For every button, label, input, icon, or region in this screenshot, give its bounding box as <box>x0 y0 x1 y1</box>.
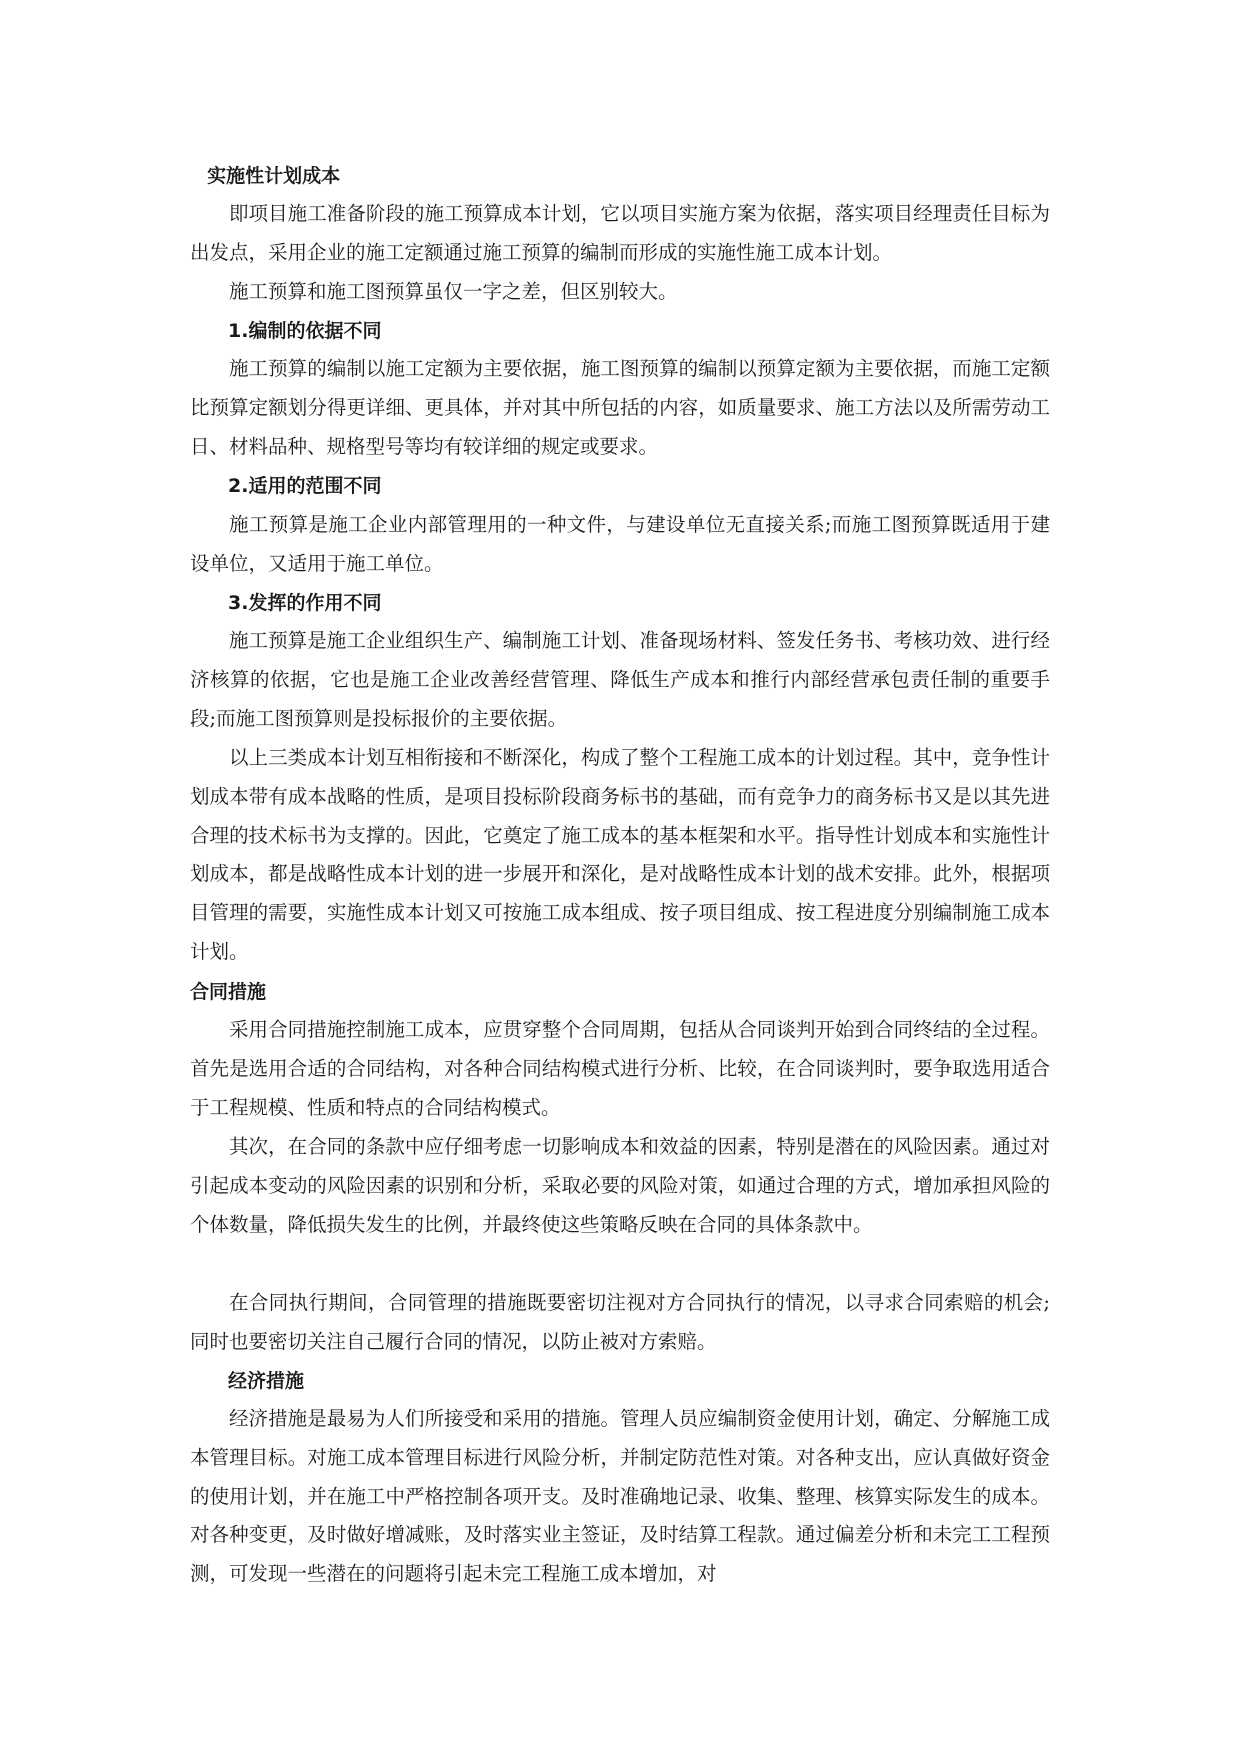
paragraph-shishi-2: 施工预算和施工图预算虽仅一字之差，但区别较大。 <box>229 280 678 303</box>
heading-point-2: 2.适用的范围不同 <box>228 475 382 497</box>
heading-point-1: 1.编制的依据不同 <box>228 320 382 342</box>
paragraph-jingji: 经济措施是最易为人们所接受和采用的措施。管理人员应编制资金使用计划，确定、分解施工成本管理目标。对施工成本管理目标进行风险分析，并制定防范性对策。对各种支出，应认真做好资金的使用计划，并在施工中严格控制各项开支。及时准确地记录、收集、整理、核算实际发生的成本。对各种变更，及时做好增减账，及时落实业主签证，及时结算工程款。通过偏差分析和未完工工程预测，可发现一些潜在的问题将引起未完工程施工成本增加，对 <box>190 1407 1050 1586</box>
heading-point-3: 3.发挥的作用不同 <box>228 592 382 614</box>
paragraph-hetong-1: 采用合同措施控制施工成本，应贯穿整个合同周期，包括从合同谈判开始到合同终结的全过程。首先是选用合适的合同结构，对各种合同结构模式进行分析、比较，在合同谈判时，要争取选用适合于工程规模、性质和特点的合同结构模式。 <box>190 1018 1050 1119</box>
paragraph-point-3: 施工预算是施工企业组织生产、编制施工计划、准备现场材料、签发任务书、考核功效、进行经济核算的依据，它也是施工企业改善经营管理、降低生产成本和推行内部经营承包责任制的重要手段;而施工图预算则是投标报价的主要依据。 <box>190 629 1050 730</box>
paragraph-hetong-2: 其次，在合同的条款中应仔细考虑一切影响成本和效益的因素，特别是潜在的风险因素。通过对引起成本变动的风险因素的识别和分析，采取必要的风险对策，如通过合理的方式，增加承担风险的个体数量，降低损失发生的比例，并最终使这些策略反映在合同的具体条款中。 <box>190 1135 1050 1236</box>
heading-hetong: 合同措施 <box>190 981 267 1003</box>
paragraph-shishi-1: 即项目施工准备阶段的施工预算成本计划，它以项目实施方案为依据，落实项目经理责任目标为出发点，采用企业的施工定额通过施工预算的编制而形成的实施性施工成本计划。 <box>190 202 1050 264</box>
paragraph-point-2: 施工预算是施工企业内部管理用的一种文件，与建设单位无直接关系;而施工图预算既适用于建设单位，又适用于施工单位。 <box>190 513 1050 575</box>
paragraph-summary: 以上三类成本计划互相衔接和不断深化，构成了整个工程施工成本的计划过程。其中，竞争性计划成本带有成本战略的性质，是项目投标阶段商务标书的基础，而有竞争力的商务标书又是以其先进合理的技术标书为支撑的。因此，它奠定了施工成本的基本框架和水平。指导性计划成本和实施性计划成本，都是战略性成本计划的进一步展开和深化，是对战略性成本计划的战术安排。此外，根据项目管理的需要，实施性成本计划又可按施工成本组成、按子项目组成、按工程进度分别编制施工成本计划。 <box>190 746 1050 963</box>
heading-shishi: 实施性计划成本 <box>207 165 341 187</box>
paragraph-point-1: 施工预算的编制以施工定额为主要依据，施工图预算的编制以预算定额为主要依据，而施工定额比预算定额划分得更详细、更具体，并对其中所包括的内容，如质量要求、施工方法以及所需劳动工日、材料品种、规格型号等均有较详细的规定或要求。 <box>190 357 1050 458</box>
paragraph-hetong-3: 在合同执行期间，合同管理的措施既要密切注视对方合同执行的情况，以寻求合同索赔的机会;同时也要密切关注自己履行合同的情况，以防止被对方索赔。 <box>190 1291 1050 1353</box>
heading-jingji: 经济措施 <box>228 1370 305 1392</box>
